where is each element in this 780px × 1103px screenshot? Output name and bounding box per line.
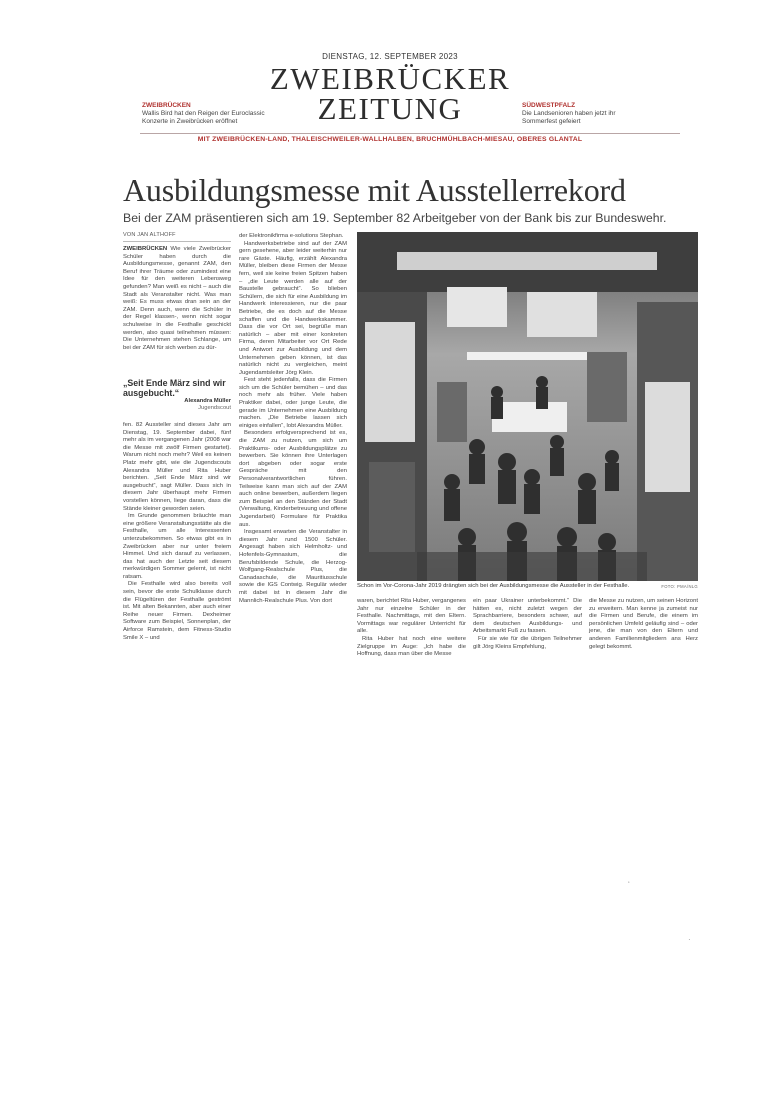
paragraph: Handwerksbetriebe sind auf der ZAM gern gesehene, aber leider weiterhin nur rare Gäste. Häufig, erzählt Alexandra Müller, bleiben diese Firmen der Messe fern, weil sie keine freien Spitzen haben – „die Leute werden alle auf der Baustelle gebraucht“. So blieben Schülern, die sich für eine Ausbildung im Handwerk interessieren, nur die paar Betriebe, die es doch auf die Messe schaffen und die Handwerkskammer. Dass die vor Ort sei, begrüße man natürlich – aber mit einer konkreten Firma, deren Mitarbeiter vor Ort Rede und Antwort zur Ausbildung und dem Unternehmen geben können, ist das natürlich nicht zu vergleichen, meint Jugendamtsleiter Jörg Klein. — [239, 240, 347, 376]
paragraph: Für sie wie für die übrigen Teilnehmer gilt Jörg Kleins Empfehlung, — [473, 635, 582, 650]
pull-quote-text — [123, 378, 231, 398]
byline-divider — [123, 241, 231, 242]
paragraph: Besonders erfolgversprechend ist es, die ZAM zu nutzen, um sich um Praktikums- oder Ausbildungsplätze zu bewerben. Sie können ihre Unterlagen dort abgeben oder sogar erste Gespräche mit den Personalverantwortlichen führen. Teilweise kann man sich auf der ZAM auch online bewerben, außerdem liegen zum Beispiel an den Ständen der Stadt (Verwaltung, Kinderbetreuung und offene Jugendarbeit) Formulare für Praktika aus. — [239, 430, 347, 528]
article-headline: Ausbildungsmesse mit Ausstellerrekord — [123, 172, 626, 208]
pull-quote-author-name: Alexandra Müller — [184, 398, 231, 404]
pull-quote-line2: ausgebucht.“ — [123, 388, 180, 398]
article-column-1a — [123, 246, 231, 352]
article-photo[interactable] — [357, 232, 698, 581]
teaser-left[interactable] — [142, 102, 292, 126]
publication-date: DIENSTAG, 12. SEPTEMBER 2023 — [322, 52, 458, 61]
paragraph: Fest steht jedenfalls, dass die Firmen sich um die Schüler bemühen – und das noch mehr als früher. Viele haben Praktiker dabei, oder junge Leute, die gerade im Unternehmen eine Ausbildung machen. „Die Betriebe lassen sich einiges einfallen“, lobt Alexandra Müller. — [239, 377, 347, 429]
pull-quote — [123, 378, 231, 412]
newspaper-title-line1: ZWEIBRÜCKER — [269, 61, 511, 96]
photo-caption — [357, 583, 698, 589]
teaser-left-kicker: ZWEIBRÜCKEN — [142, 102, 191, 109]
article-byline: VON JAN ALTHOFF — [123, 232, 176, 238]
article-column-3 — [357, 598, 466, 659]
article-column-2 — [239, 233, 347, 605]
teaser-right[interactable] — [522, 102, 672, 126]
article-column-1b — [123, 422, 231, 642]
paragraph: waren, berichtet Rita Huber, vergangenes Jahr nur einzelne Schüler in der Festhalle. Nachmittags, mit den Eltern. Vormittags war regulärer Unterricht für alle. — [357, 598, 466, 635]
teaser-right-line2: Sommerfest gefeiert — [522, 118, 581, 125]
article-column-5 — [589, 598, 698, 651]
teaser-right-kicker: SÜDWESTPFALZ — [522, 102, 576, 109]
teaser-left-line2: Konzerte in Zweibrücken eröffnet — [142, 118, 238, 125]
photo-credit: FOTO: PMA/NLG — [661, 584, 698, 589]
newspaper-title-line2: ZEITUNG — [317, 91, 463, 126]
pull-quote-author-role: Jugendscout — [198, 405, 231, 411]
dateline: ZWEIBRÜCKEN — [123, 246, 168, 252]
teaser-right-line1: Die Landsenioren haben jetzt ihr — [522, 110, 616, 117]
region-line: MIT ZWEIBRÜCKEN-LAND, THALEISCHWEILER-WALLHALBEN, BRUCHMÜHLBACH-MIESAU, OBERES GLANTAL — [197, 136, 583, 143]
paragraph: Wie viele Zweibrücker Schüler haben durch die Ausbildungsmesse, genannt ZAM, den Beruf ihrer Träume oder zumindest eine Idee für den weiteren Lebensweg gefunden? Man weiß es nicht – auch die Stadt als Veranstalter nicht. Was man weiß: Es muss etwas dran sein an der ZAM. Denn auch, wenn die Schüler in der Regel klassen-, wenn nicht sogar schulweise in die Festhalle geschickt werden, also quasi teilnehmen müssen: Die Unternehmen stehen Schlange, um bei der ZAM für sich werben zu dür- — [123, 246, 231, 351]
paragraph: die Messe zu nutzen, um seinen Horizont zu erweitern. Man kenne ja zumeist nur die Firmen und Berufe, die einem im persönlichen Umfeld geläufig sind – oder jene, die man von den Eltern und anderen Familienmitgliedern ans Herz gelegt bekommt. — [589, 598, 698, 650]
paragraph: Im Grunde genommen bräuchte man eine größere Veranstaltungsstätte als die Festhalle, um alle Interessenten unterzubekommen. So etwas gibt es in Zweibrücken aber nur unter freiem Himmel. Und sich darauf zu verlassen, das hat auch der Letzte seit diesem merkwürdigen Sommer gelernt, ist nicht ratsam. — [123, 513, 231, 580]
paragraph: fen. 82 Aussteller sind dieses Jahr am Dienstag, 19. September dabei, fünf mehr als im vergangenen Jahr (2008 war die Messe mit zwölf Firmen gestartet). Warum nicht noch mehr? Weil es keinen Platz mehr gibt, wie die Jugendscouts Alexandra Müller und Rita Huber berichten. „Seit Ende März sind wir ausgebucht“, sagt Müller. Dass sich in diesem Jahr überhaupt mehr Firmen vorstellen können, liege daran, dass die Stände kleiner geworden seien. — [123, 422, 231, 512]
paragraph: der Elektronikfirma e-solutions Stephan. — [239, 233, 344, 239]
scan-speck: ʻ — [628, 880, 630, 889]
masthead-divider — [140, 133, 680, 134]
paragraph: ein paar Ukrainer unterbekommt.“ Die hätten es, nicht zuletzt wegen der Sprachbarriere, besonders schwer, auf dem deutschen Ausbildungs- und Arbeitsmarkt Fuß zu fassen. — [473, 598, 582, 635]
photo-image — [357, 232, 698, 581]
pull-quote-author — [123, 398, 231, 412]
pull-quote-line1: „Seit Ende März sind wir — [123, 378, 226, 388]
paragraph: Insgesamt erwarten die Veranstalter in diesem Jahr rund 1500 Schüler. Angesagt haben sich Helmholtz- und Hofenfels-Gymnasium, die Berufsbildende Schule, die Herzog-Wolfgang-Realschule Plus, die Canadaschule, die Mauritiusschule sowie die IGS Contwig. Regulär wieder mit dabei ist in diesem Jahr die Mannlich-Realschule Plus. Von dort — [239, 529, 347, 604]
scan-speck: · — [688, 935, 691, 944]
teaser-left-line1: Wallis Bird hat den Reigen der Euroclassic — [142, 110, 265, 117]
paragraph: Rita Huber hat noch eine weitere Zielgruppe im Auge: „Ich habe die Hoffnung, dass man über die Messe — [357, 635, 466, 658]
article-subline: Bei der ZAM präsentieren sich am 19. September 82 Arbeitgeber von der Bank bis zur Bundeswehr. — [123, 211, 667, 225]
paragraph: Die Festhalle wird also bereits voll sein, bevor die erste Schulklasse durch die Flügeltüren der Festhalle geströmt ist. Mit alten Bekannten, aber auch einer Reihe neuer Firmen. Dexheimer Software zum Beispiel, Sonnenplan, der Airforce Ramstein, dem Fitness-Studio Smile X – und — [123, 581, 231, 641]
photo-caption-text: Schon im Vor-Corona-Jahr 2019 drängten sich bei der Ausbildungsmesse die Aussteller in der Festhalle. — [357, 583, 630, 589]
article-column-4 — [473, 598, 582, 651]
